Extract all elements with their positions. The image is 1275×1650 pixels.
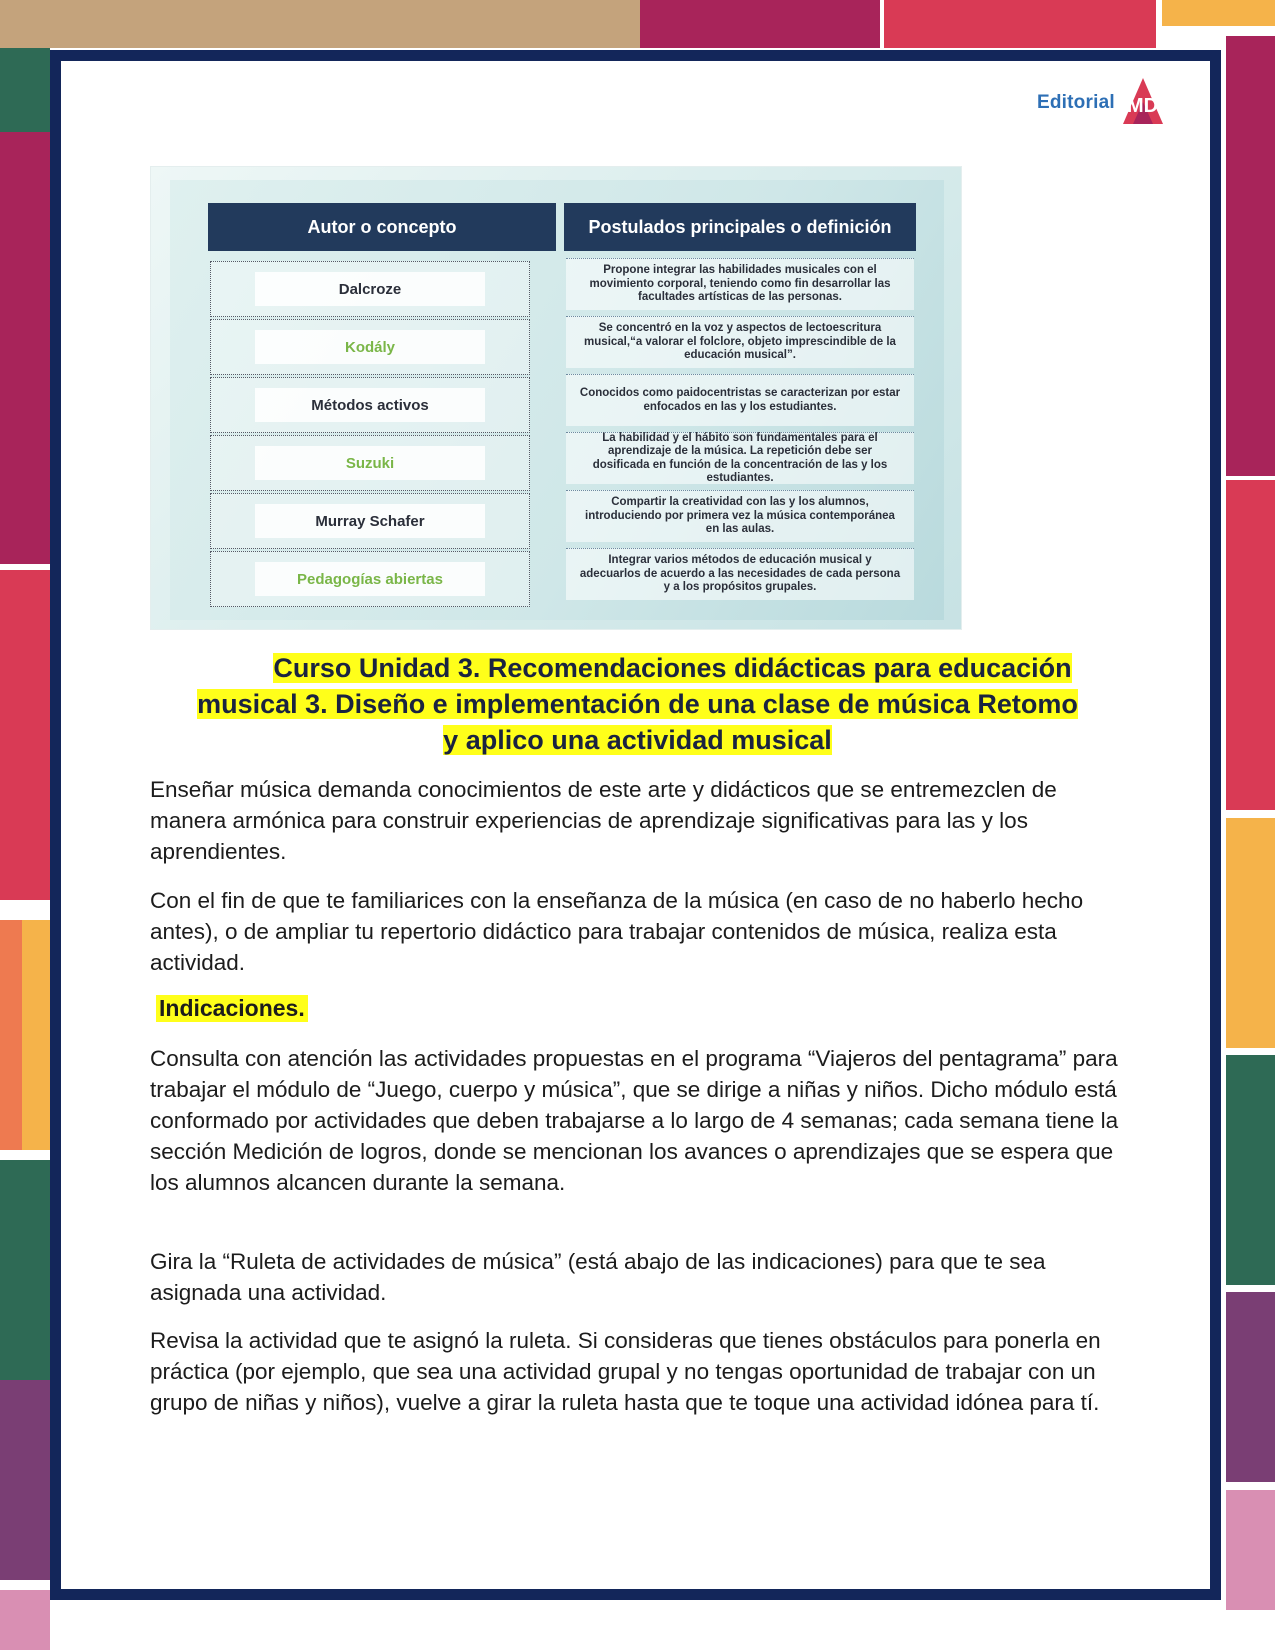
table-row-definition: Conocidos como paidocentristas se caracterizan por estar enfocados en las y los estudiantes.: [566, 374, 914, 426]
intro-paragraph: Enseñar música demanda conocimientos de este arte y didácticos que se entremezclen de manera armónica para construir experiencias de aprendizaje significativas para las y los aprendientes.: [150, 777, 1057, 864]
table-row-concept: [210, 261, 530, 317]
roulette-paragraph: Gira la “Ruleta de actividades de música” (está abajo de las indicaciones) para que te sea asignada una actividad.: [150, 1249, 1046, 1305]
svg-text:MD: MD: [1127, 95, 1159, 117]
editorial-logo: [1037, 74, 1167, 126]
purpose-paragraph: Con el fin de que te familiarices con la enseñanza de la música (en caso de no haberlo hecho antes), o de ampliar tu repertorio didáctico para trabajar contenidos de música, realiza esta actividad.: [150, 888, 1084, 975]
table-row-definition: Propone integrar las habilidades musicales con el movimiento corporal, teniendo como fin desarrollar las facultades artísticas de las personas.: [566, 258, 914, 310]
table-row-definition: La habilidad y el hábito son fundamentales para el aprendizaje de la música. La repetición debe ser dosificada en función de la concentración de las y los estudiantes.: [566, 432, 914, 484]
table-row-concept: [210, 319, 530, 375]
title-line-1: Curso Unidad 3. Recomendaciones didácticas para educación: [273, 653, 1072, 683]
instructions-paragraph: Consulta con atención las actividades propuestas en el programa “Viajeros del pentagrama” para trabajar el módulo de “Juego, cuerpo y música”, que se dirige a niñas y niños. Dicho módulo está conformado por actividades que deben trabajarse a lo largo de 4 semanas; cada semana tiene la sección Medición de logros, donde se mencionan los avances o aprendizajes que se espera que los alumnos alcancen durante la semana.: [150, 1046, 1119, 1195]
title-line-2: musical 3. Diseño e implementación de una clase de música Retomo: [197, 689, 1078, 719]
logo-mark-icon: [1119, 74, 1167, 126]
concept-label: Dalcroze: [255, 272, 485, 306]
concept-label: Métodos activos: [255, 388, 485, 422]
indicaciones-heading: Indicaciones.: [156, 995, 308, 1022]
table-header-concept: Autor o concepto: [208, 203, 556, 251]
table-row-definition: Integrar varios métodos de educación musical y adecuarlos de acuerdo a las necesidades de cada persona y a los propósitos grupales.: [566, 548, 914, 600]
title-line-3: y aplico una actividad musical: [443, 725, 832, 755]
review-paragraph: Revisa la actividad que te asignó la ruleta. Si consideras que tienes obstáculos para ponerla en práctica (por ejemplo, que sea una actividad grupal y no tengas oportunidad de trabajar con un grupo de niñas y niños), vuelve a girar la ruleta hasta que te toque una actividad idónea para tí.: [150, 1328, 1101, 1415]
table-row-concept: [210, 493, 530, 549]
concept-label: Pedagogías abiertas: [255, 562, 485, 596]
table-row-concept: [210, 551, 530, 607]
table-row-concept: [210, 435, 530, 491]
table-row-definition: Se concentró en la voz y aspectos de lectoescritura musical,“a valorar el folclore, objeto imprescindible de la educación musical”.: [566, 316, 914, 368]
table-row-concept: [210, 377, 530, 433]
concept-table-image: [150, 166, 962, 630]
concept-label: Suzuki: [255, 446, 485, 480]
table-header-definition: Postulados principales o definición: [564, 203, 916, 251]
concept-label: Murray Schafer: [255, 504, 485, 538]
concept-label: Kodály: [255, 330, 485, 364]
document-title: [150, 650, 1125, 758]
logo-text: Editorial: [1037, 92, 1115, 113]
table-row-definition: Compartir la creatividad con las y los alumnos, introduciendo por primera vez la música contemporánea en las aulas.: [566, 490, 914, 542]
